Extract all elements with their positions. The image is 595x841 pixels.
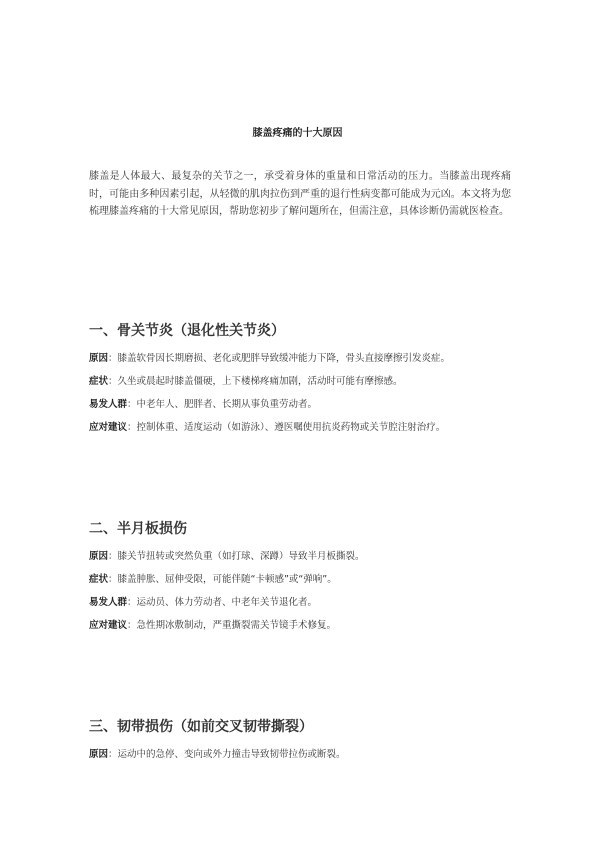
item-key: 症状 <box>89 376 109 387</box>
item-text: 膝关节扭转或突然负重（如打球、深蹲）导致半月板撕裂。 <box>117 551 365 562</box>
section-item-advice <box>89 620 519 632</box>
section-item-cause <box>89 749 519 761</box>
item-separator: ： <box>127 422 137 433</box>
section-item-risk-group <box>89 597 519 609</box>
item-text: 膝盖肿胀、屈伸受限，可能伴随“卡顿感”或“弹响”。 <box>117 574 337 585</box>
intro-paragraph: 膝盖是人体最大、最复杂的关节之一，承受着身体的重量和日常活动的压力。当膝盖出现疼痛时，可能由多种因素引起，从轻微的肌肉拉伤到严重的退行性病变都可能成为元凶。本文将为您梳理膝盖疼痛的十大常见原因，帮助您初步了解问题所在，但需注意，具体诊断仍需就医检查。 <box>89 171 511 217</box>
document-title: 膝盖疼痛的十大原因 <box>252 128 343 139</box>
section-heading: 三、韧带损伤（如前交叉韧带撕裂） <box>89 719 313 735</box>
item-separator: ： <box>127 597 137 608</box>
item-key: 易发人群 <box>89 399 128 410</box>
section-item-risk-group <box>89 399 519 411</box>
item-text: 久坐或晨起时膝盖僵硬，上下楼梯疼痛加剧，活动时可能有摩擦感。 <box>117 376 403 387</box>
section-meniscus-injury <box>89 520 519 643</box>
item-separator: ： <box>108 551 118 562</box>
item-key: 原因 <box>89 551 109 562</box>
section-item-cause <box>89 353 519 365</box>
section-heading: 一、骨关节炎（退化性关节炎） <box>89 323 285 339</box>
item-text: 控制体重、适度运动（如游泳）、遵医嘱使用抗炎药物或关节腔注射治疗。 <box>136 422 446 433</box>
item-key: 症状 <box>89 574 109 585</box>
item-separator: ： <box>108 749 118 760</box>
item-key: 原因 <box>89 353 109 364</box>
item-separator: ： <box>127 620 137 631</box>
section-heading: 二、半月板损伤 <box>89 521 187 537</box>
item-text: 中老年人、肥胖者、长期从事负重劳动者。 <box>136 399 318 410</box>
item-text: 运动员、体力劳动者、中老年关节退化者。 <box>136 597 318 608</box>
item-text: 急性期冰敷制动，严重撕裂需关节镜手术修复。 <box>136 620 337 631</box>
item-separator: ： <box>108 376 118 387</box>
item-separator: ： <box>127 399 137 410</box>
section-item-symptoms <box>89 376 519 388</box>
section-item-advice <box>89 422 519 434</box>
item-separator: ： <box>108 353 118 364</box>
section-item-symptoms <box>89 574 519 586</box>
item-text: 运动中的急停、变向或外力撞击导致韧带拉伤或断裂。 <box>117 749 346 760</box>
section-item-cause <box>89 551 519 563</box>
item-key: 原因 <box>89 749 109 760</box>
item-text: 膝盖软骨因长期磨损、老化或肥胖导致缓冲能力下降，骨头直接摩擦引发炎症。 <box>117 353 451 364</box>
item-key: 应对建议 <box>89 422 128 433</box>
item-key: 应对建议 <box>89 620 128 631</box>
section-osteoarthritis <box>89 322 519 445</box>
item-separator: ： <box>108 574 118 585</box>
section-ligament-injury <box>89 718 519 772</box>
item-key: 易发人群 <box>89 597 128 608</box>
